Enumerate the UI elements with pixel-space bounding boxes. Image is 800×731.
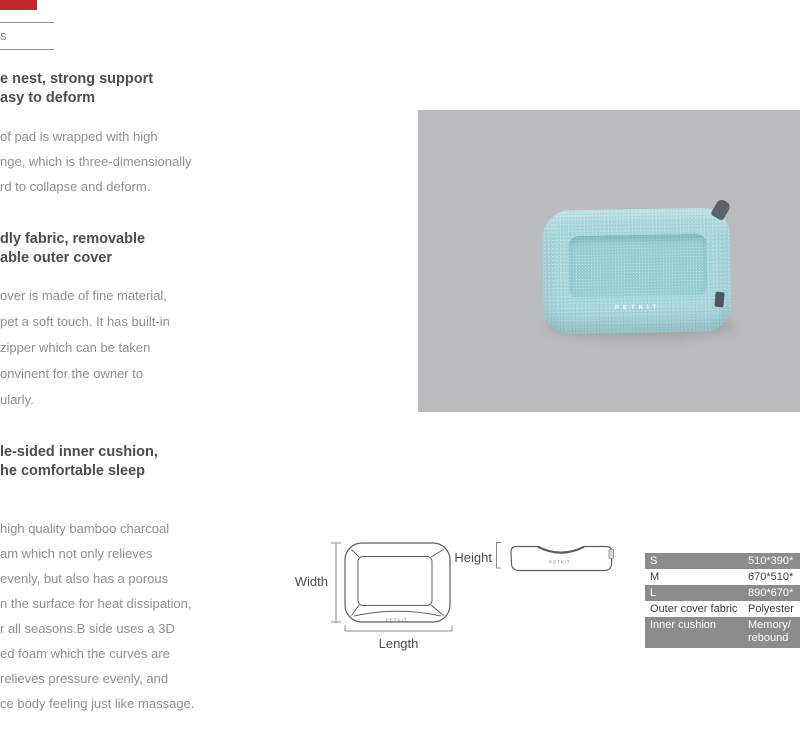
height-label: Height: [454, 550, 492, 565]
section-body-support: [0, 124, 191, 199]
spec-value-line: Memory/: [748, 619, 791, 631]
body-line: evenly, but also has a porous: [0, 571, 169, 586]
section-heading-cushion: [0, 443, 158, 481]
spec-label: M: [650, 571, 660, 583]
body-line: pet a soft touch. It has built-in: [0, 314, 170, 329]
bed-side-view-drawing: [511, 547, 614, 571]
diagram-svg: [280, 525, 650, 670]
spec-label: L: [650, 587, 657, 599]
spec-value: 510*390*: [748, 555, 794, 567]
body-line: relieves pressure evenly, and: [0, 671, 169, 686]
red-badge: [0, 0, 37, 10]
heading-line: e nest, strong support: [0, 71, 154, 87]
dimension-diagram: [280, 525, 650, 670]
spec-table: [645, 553, 800, 648]
pet-bed: [542, 207, 732, 334]
product-photo: [418, 110, 800, 412]
body-line: r all seasons.B side uses a 3D: [0, 621, 175, 636]
body-line: rd to collapse and deform.: [0, 179, 151, 194]
spec-value: Polyester: [748, 603, 794, 615]
section-body-fabric: [0, 283, 170, 413]
table-row-size-s: [645, 553, 800, 569]
length-dimension-line: [345, 626, 452, 632]
width-label: Width: [294, 574, 328, 589]
table-row-size-l: [645, 585, 800, 601]
body-line: n the surface for heat dissipation,: [0, 596, 192, 611]
body-line: onvinent for the owner to: [0, 366, 144, 381]
divider-line: [0, 49, 54, 50]
heading-line: le-sided inner cushion,: [0, 444, 158, 460]
section-heading-support: [0, 70, 153, 108]
section-body-cushion: [0, 516, 194, 716]
body-line: over is made of fine material,: [0, 288, 167, 303]
body-line: ularly.: [0, 392, 34, 407]
spec-label: Inner cushion: [650, 619, 717, 631]
body-line: nge, which is three-dimensionally: [0, 154, 192, 169]
heading-line: able outer cover: [0, 250, 113, 266]
body-line: ce body feeling just like massage.: [0, 696, 195, 711]
spec-value: 670*510*: [748, 571, 794, 583]
side-view-brand-label: PETKIT.: [549, 559, 573, 565]
body-line: am which not only relieves: [0, 546, 153, 561]
pet-bed-cushion: [568, 234, 707, 300]
divider-line: [0, 22, 54, 23]
length-label: Length: [378, 636, 419, 651]
spec-label: S: [650, 555, 658, 567]
heading-line: dly fabric, removable: [0, 231, 146, 247]
top-view-brand-label: PETKIT.: [385, 617, 410, 623]
heading-line: asy to deform: [0, 90, 96, 106]
section-heading-fabric: [0, 230, 145, 268]
bed-brand-logo: PETKIT: [614, 304, 661, 312]
body-line: zipper which can be taken: [0, 340, 151, 355]
body-line: ed foam which the curves are: [0, 646, 170, 661]
body-line: high quality bamboo charcoal: [0, 521, 170, 536]
nav-text-fragment: s: [0, 28, 7, 43]
spec-value: 890*670*: [748, 587, 794, 599]
table-row-size-m: [645, 569, 800, 585]
bed-tag: [714, 292, 724, 308]
bed-top-view-drawing: [345, 543, 450, 622]
heading-line: he comfortable sleep: [0, 463, 146, 479]
spec-value-line: rebound: [748, 632, 789, 644]
body-line: of pad is wrapped with high: [0, 129, 158, 144]
table-row-inner-cushion: [645, 617, 800, 648]
spec-value: [748, 617, 800, 648]
table-row-outer-cover: [645, 601, 800, 617]
width-dimension-line: [331, 543, 341, 622]
height-dimension-line: [497, 543, 502, 569]
spec-label: Outer cover fabric: [650, 603, 738, 615]
